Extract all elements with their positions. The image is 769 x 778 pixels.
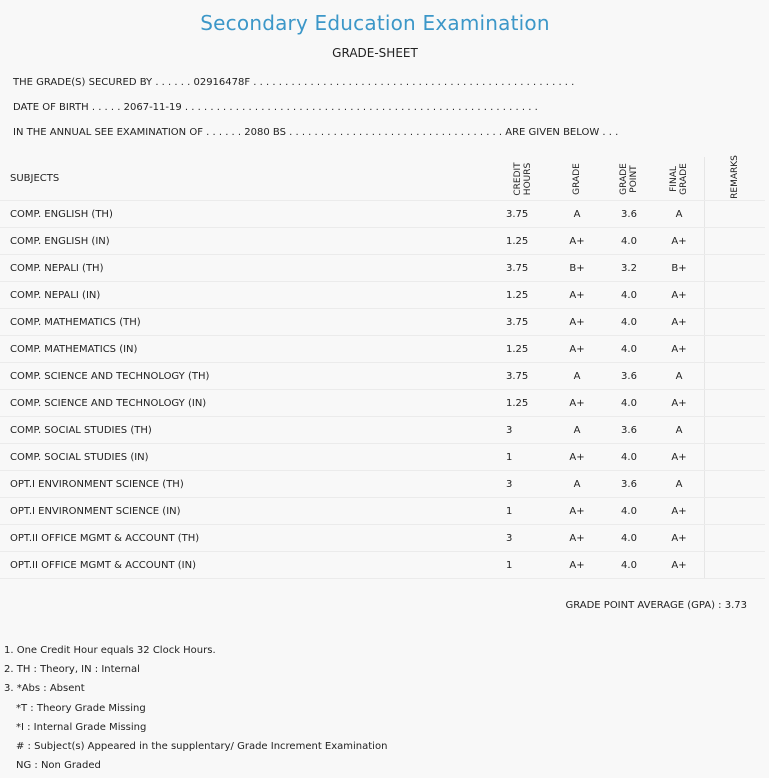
note-item: *T : Theory Grade Missing: [16, 702, 146, 714]
grade-point-header-line2: POINT: [629, 164, 639, 193]
credit-hours-cell: 3.75: [496, 255, 550, 282]
grade-point-cell: 4.0: [604, 390, 654, 417]
remarks-cell: [705, 525, 766, 552]
final-grade-cell: A: [654, 363, 705, 390]
credit-hours-header: [496, 157, 550, 201]
subject-cell: COMP. ENGLISH (TH): [0, 201, 496, 228]
subject-cell: OPT.I ENVIRONMENT SCIENCE (TH): [0, 471, 496, 498]
grade-cell: A+: [550, 336, 604, 363]
table-row: [0, 417, 765, 444]
page-title: Secondary Education Examination: [200, 11, 550, 35]
remarks-cell: [705, 552, 766, 579]
remarks-cell: [705, 471, 766, 498]
secured-by-line: THE GRADE(S) SECURED BY . . . . . . 02916478F . . . . . . . . . . . . . . . . . . . . . . . . . . . . . . . . . . . . . . . . . . . . . . . . . . .: [13, 77, 575, 88]
final-grade-cell: A+: [654, 498, 705, 525]
remarks-cell: [705, 201, 766, 228]
table-row: [0, 498, 765, 525]
grade-header: [550, 157, 604, 201]
credit-hours-cell: 1.25: [496, 228, 550, 255]
remarks-cell: [705, 255, 766, 282]
table-row: [0, 390, 765, 417]
note-item: # : Subject(s) Appeared in the supplentary/ Grade Increment Examination: [16, 741, 388, 753]
final-grade-cell: A+: [654, 552, 705, 579]
grade-cell: A+: [550, 390, 604, 417]
subject-cell: OPT.II OFFICE MGMT & ACCOUNT (IN): [0, 552, 496, 579]
credit-hours-header-line1: CREDIT: [513, 161, 523, 196]
table-header-row: [0, 157, 765, 201]
grade-cell: A+: [550, 552, 604, 579]
remarks-cell: [705, 390, 766, 417]
table-row: [0, 201, 765, 228]
credit-hours-cell: 1: [496, 444, 550, 471]
credit-hours-cell: 3: [496, 417, 550, 444]
credit-hours-cell: 1: [496, 552, 550, 579]
remarks-header: [705, 157, 766, 201]
remarks-cell: [705, 228, 766, 255]
grade-cell: A+: [550, 282, 604, 309]
grade-cell: A: [550, 417, 604, 444]
grade-cell: A+: [550, 444, 604, 471]
credit-hours-cell: 3.75: [496, 363, 550, 390]
remarks-header-label: REMARKS: [730, 155, 740, 199]
grade-cell: A: [550, 201, 604, 228]
final-grade-header: [654, 157, 705, 201]
grade-point-cell: 4.0: [604, 444, 654, 471]
note-item: NG : Non Graded: [16, 760, 101, 772]
table-row: [0, 444, 765, 471]
note-item: 1. One Credit Hour equals 32 Clock Hours.: [4, 645, 216, 656]
date-of-birth-line: DATE OF BIRTH . . . . . 2067-11-19 . . . . . . . . . . . . . . . . . . . . . . . . . . . . . . . . . . . . . . . . . . . . . . . . . . . . . . . .: [13, 102, 538, 113]
remarks-cell: [705, 417, 766, 444]
grade-header-label: GRADE: [572, 162, 582, 195]
subject-cell: OPT.I ENVIRONMENT SCIENCE (IN): [0, 498, 496, 525]
notes-list: [4, 641, 387, 775]
grade-point-cell: 3.6: [604, 471, 654, 498]
grade-cell: A+: [550, 309, 604, 336]
grade-point-cell: 3.6: [604, 201, 654, 228]
grade-point-header-line1: GRADE: [619, 162, 629, 195]
remarks-cell: [705, 444, 766, 471]
subject-cell: COMP. ENGLISH (IN): [0, 228, 496, 255]
table-row: [0, 282, 765, 309]
credit-hours-cell: 1: [496, 498, 550, 525]
table-row: [0, 552, 765, 579]
grade-cell: A: [550, 471, 604, 498]
credit-hours-cell: 3.75: [496, 309, 550, 336]
final-grade-cell: B+: [654, 255, 705, 282]
subject-cell: OPT.II OFFICE MGMT & ACCOUNT (TH): [0, 525, 496, 552]
final-grade-header-line2: GRADE: [679, 162, 689, 195]
table-row: [0, 228, 765, 255]
grade-point-cell: 4.0: [604, 498, 654, 525]
final-grade-cell: A+: [654, 228, 705, 255]
gpa-summary: GRADE POINT AVERAGE (GPA) : 3.73: [565, 600, 747, 611]
note-item: *I : Internal Grade Missing: [16, 721, 147, 733]
final-grade-header-line1: FINAL: [669, 165, 679, 192]
credit-hours-header-line2: HOURS: [523, 162, 533, 195]
table-row: [0, 471, 765, 498]
final-grade-cell: A: [654, 471, 705, 498]
grade-point-cell: 4.0: [604, 525, 654, 552]
grade-point-cell: 4.0: [604, 552, 654, 579]
final-grade-cell: A+: [654, 444, 705, 471]
credit-hours-cell: 3: [496, 471, 550, 498]
grade-table: [0, 157, 765, 579]
final-grade-cell: A+: [654, 282, 705, 309]
final-grade-cell: A+: [654, 309, 705, 336]
grade-point-cell: 3.2: [604, 255, 654, 282]
subject-cell: COMP. SOCIAL STUDIES (TH): [0, 417, 496, 444]
grade-cell: A+: [550, 498, 604, 525]
subject-cell: COMP. SCIENCE AND TECHNOLOGY (IN): [0, 390, 496, 417]
subject-cell: COMP. NEPALI (TH): [0, 255, 496, 282]
remarks-cell: [705, 282, 766, 309]
grade-point-cell: 3.6: [604, 417, 654, 444]
note-item: 3. *Abs : Absent: [4, 683, 85, 695]
final-grade-cell: A: [654, 417, 705, 444]
remarks-cell: [705, 336, 766, 363]
grade-point-cell: 4.0: [604, 309, 654, 336]
credit-hours-cell: 3.75: [496, 201, 550, 228]
table-row: [0, 525, 765, 552]
subject-cell: COMP. MATHEMATICS (IN): [0, 336, 496, 363]
credit-hours-cell: 1.25: [496, 282, 550, 309]
grade-point-header: [604, 157, 654, 201]
subjects-header: SUBJECTS: [0, 157, 496, 201]
exam-line: IN THE ANNUAL SEE EXAMINATION OF . . . . . . 2080 BS . . . . . . . . . . . . . . . . . . . . . . . . . . . . . . . . . . ARE GIVEN BELOW . . .: [13, 127, 619, 138]
final-grade-cell: A+: [654, 390, 705, 417]
credit-hours-cell: 1.25: [496, 390, 550, 417]
credit-hours-cell: 1.25: [496, 336, 550, 363]
remarks-cell: [705, 498, 766, 525]
table-row: [0, 309, 765, 336]
subject-cell: COMP. SCIENCE AND TECHNOLOGY (TH): [0, 363, 496, 390]
grade-cell: A+: [550, 228, 604, 255]
table-row: [0, 255, 765, 282]
grade-cell: B+: [550, 255, 604, 282]
grade-point-cell: 4.0: [604, 228, 654, 255]
note-item: 2. TH : Theory, IN : Internal: [4, 664, 140, 676]
remarks-cell: [705, 309, 766, 336]
final-grade-cell: A: [654, 201, 705, 228]
grade-point-cell: 4.0: [604, 282, 654, 309]
grade-cell: A: [550, 363, 604, 390]
subject-cell: COMP. SOCIAL STUDIES (IN): [0, 444, 496, 471]
table-row: [0, 363, 765, 390]
final-grade-cell: A+: [654, 525, 705, 552]
grade-cell: A+: [550, 525, 604, 552]
grade-sheet-subtitle: GRADE-SHEET: [332, 46, 418, 60]
credit-hours-cell: 3: [496, 525, 550, 552]
table-row: [0, 336, 765, 363]
subject-cell: COMP. MATHEMATICS (TH): [0, 309, 496, 336]
subject-cell: COMP. NEPALI (IN): [0, 282, 496, 309]
grade-point-cell: 4.0: [604, 336, 654, 363]
grade-point-cell: 3.6: [604, 363, 654, 390]
final-grade-cell: A+: [654, 336, 705, 363]
remarks-cell: [705, 363, 766, 390]
